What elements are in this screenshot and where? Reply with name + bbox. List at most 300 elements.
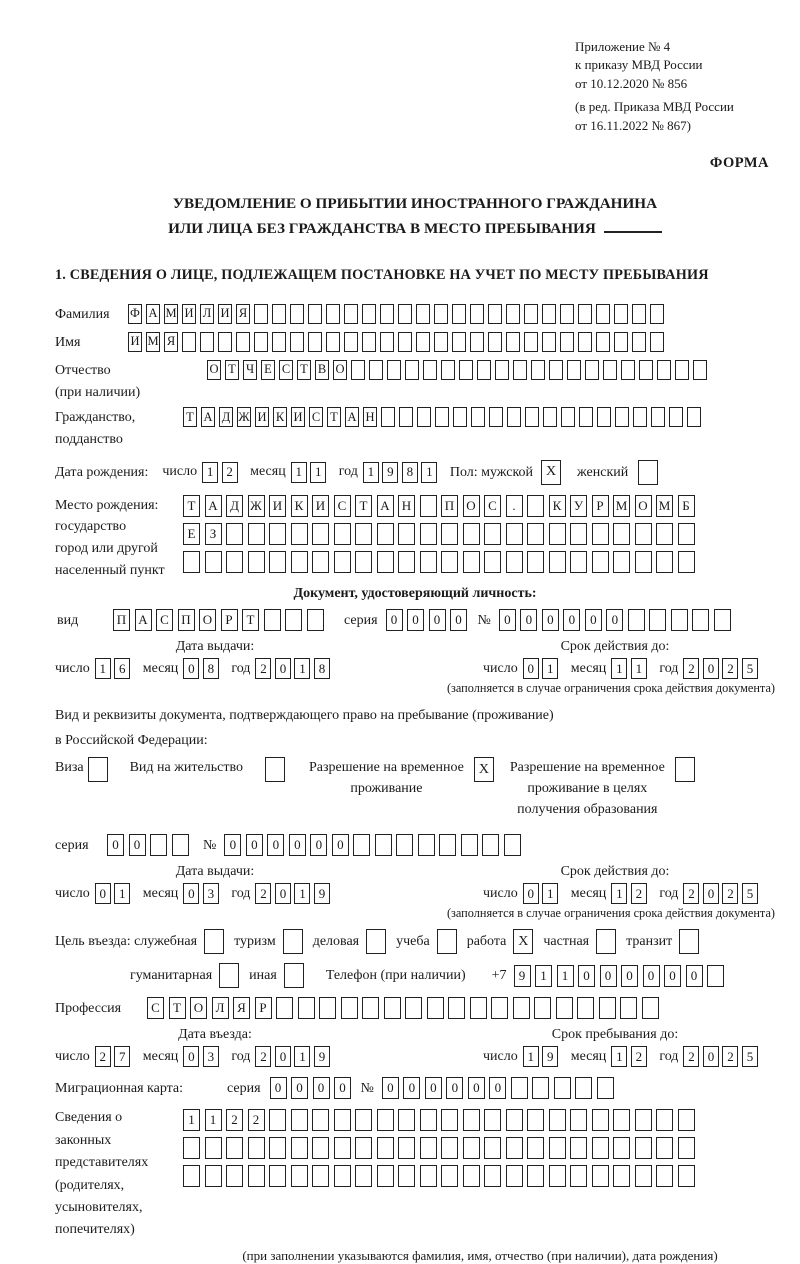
char-cell[interactable] [355, 523, 372, 545]
char-cell[interactable]: У [570, 495, 587, 517]
char-cell[interactable]: Я [233, 997, 250, 1019]
char-cell[interactable] [484, 1165, 501, 1187]
char-cell[interactable] [420, 1165, 437, 1187]
char-cell[interactable] [362, 304, 376, 324]
char-cell[interactable]: М [146, 332, 160, 352]
char-cell[interactable] [633, 407, 647, 427]
char-cell[interactable] [334, 1109, 351, 1131]
char-cell[interactable]: 0 [407, 609, 424, 631]
char-cell[interactable] [439, 834, 456, 856]
char-cell[interactable] [248, 551, 265, 573]
char-cell[interactable] [183, 1137, 200, 1159]
char-cell[interactable] [614, 304, 628, 324]
char-cell[interactable]: Ф [128, 304, 142, 324]
char-cell[interactable]: О [190, 997, 207, 1019]
char-cell[interactable]: 5 [742, 1046, 758, 1067]
purpose-humanitarian-checkbox[interactable] [219, 963, 239, 988]
char-cell[interactable]: 0 [621, 965, 638, 987]
char-cell[interactable]: 0 [129, 834, 146, 856]
char-cell[interactable] [298, 997, 315, 1019]
char-cell[interactable]: Н [398, 495, 415, 517]
char-cell[interactable] [549, 1165, 566, 1187]
char-cell[interactable] [384, 997, 401, 1019]
char-cell[interactable]: 0 [183, 883, 199, 904]
char-cell[interactable]: Ж [237, 407, 251, 427]
char-cell[interactable] [435, 407, 449, 427]
char-cell[interactable]: 0 [468, 1077, 485, 1099]
char-cell[interactable] [334, 551, 351, 573]
char-cell[interactable]: 0 [310, 834, 327, 856]
char-cell[interactable]: Д [226, 495, 243, 517]
char-cell[interactable] [511, 1077, 528, 1099]
char-cell[interactable] [254, 332, 268, 352]
char-cell[interactable] [489, 407, 503, 427]
char-cell[interactable] [427, 997, 444, 1019]
char-cell[interactable]: Р [255, 997, 272, 1019]
char-cell[interactable]: Л [200, 304, 214, 324]
char-cell[interactable]: 0 [275, 1046, 291, 1067]
char-cell[interactable]: 0 [270, 1077, 287, 1099]
char-cell[interactable] [527, 1109, 544, 1131]
char-cell[interactable] [671, 609, 688, 631]
char-cell[interactable] [678, 1109, 695, 1131]
char-cell[interactable]: 9 [514, 965, 531, 987]
char-cell[interactable]: 0 [386, 609, 403, 631]
char-cell[interactable]: 1 [205, 1109, 222, 1131]
char-cell[interactable] [434, 332, 448, 352]
char-cell[interactable]: 0 [291, 1077, 308, 1099]
char-cell[interactable]: Б [678, 495, 695, 517]
char-cell[interactable] [248, 1165, 265, 1187]
char-cell[interactable]: 1 [183, 1109, 200, 1131]
char-cell[interactable] [291, 523, 308, 545]
char-cell[interactable] [441, 523, 458, 545]
char-cell[interactable] [463, 1137, 480, 1159]
char-cell[interactable] [506, 1165, 523, 1187]
char-cell[interactable] [577, 997, 594, 1019]
char-cell[interactable] [635, 1165, 652, 1187]
char-cell[interactable] [592, 1165, 609, 1187]
char-cell[interactable] [459, 360, 473, 380]
char-cell[interactable] [420, 1109, 437, 1131]
char-cell[interactable] [560, 304, 574, 324]
char-cell[interactable] [405, 360, 419, 380]
char-cell[interactable] [341, 997, 358, 1019]
char-cell[interactable] [416, 304, 430, 324]
char-cell[interactable] [531, 360, 545, 380]
char-cell[interactable] [678, 523, 695, 545]
char-cell[interactable]: И [218, 304, 232, 324]
char-cell[interactable]: 6 [114, 658, 130, 679]
char-cell[interactable]: 1 [557, 965, 574, 987]
char-cell[interactable]: 1 [363, 462, 379, 483]
char-cell[interactable]: 3 [203, 883, 219, 904]
char-cell[interactable] [592, 523, 609, 545]
char-cell[interactable]: 0 [703, 658, 719, 679]
char-cell[interactable] [398, 1109, 415, 1131]
char-cell[interactable] [549, 1109, 566, 1131]
char-cell[interactable] [639, 360, 653, 380]
char-cell[interactable] [570, 1109, 587, 1131]
char-cell[interactable]: 1 [95, 658, 111, 679]
char-cell[interactable] [650, 304, 664, 324]
char-cell[interactable]: 0 [425, 1077, 442, 1099]
char-cell[interactable]: 1 [611, 883, 627, 904]
char-cell[interactable]: О [199, 609, 216, 631]
char-cell[interactable] [307, 609, 324, 631]
char-cell[interactable] [506, 1137, 523, 1159]
purpose-tourism-checkbox[interactable] [283, 929, 303, 954]
char-cell[interactable] [334, 523, 351, 545]
char-cell[interactable]: 2 [722, 658, 738, 679]
char-cell[interactable]: 1 [542, 883, 558, 904]
char-cell[interactable]: 0 [382, 1077, 399, 1099]
char-cell[interactable]: 0 [450, 609, 467, 631]
char-cell[interactable] [417, 407, 431, 427]
char-cell[interactable] [620, 997, 637, 1019]
char-cell[interactable] [334, 1165, 351, 1187]
char-cell[interactable]: 1 [294, 883, 310, 904]
char-cell[interactable] [495, 360, 509, 380]
sex-female-checkbox[interactable] [638, 460, 658, 485]
char-cell[interactable] [524, 332, 538, 352]
char-cell[interactable]: Т [183, 407, 197, 427]
char-cell[interactable]: 2 [255, 1046, 271, 1067]
char-cell[interactable] [272, 332, 286, 352]
char-cell[interactable] [399, 407, 413, 427]
char-cell[interactable] [603, 360, 617, 380]
char-cell[interactable]: 2 [683, 658, 699, 679]
purpose-work-checkbox[interactable]: X [513, 929, 533, 954]
char-cell[interactable]: 0 [446, 1077, 463, 1099]
char-cell[interactable] [218, 332, 232, 352]
char-cell[interactable]: 0 [429, 609, 446, 631]
char-cell[interactable] [513, 997, 530, 1019]
char-cell[interactable] [380, 332, 394, 352]
char-cell[interactable]: Р [221, 609, 238, 631]
char-cell[interactable] [471, 407, 485, 427]
char-cell[interactable]: 0 [267, 834, 284, 856]
char-cell[interactable]: 1 [294, 658, 310, 679]
char-cell[interactable]: 0 [563, 609, 580, 631]
char-cell[interactable] [334, 1137, 351, 1159]
char-cell[interactable] [398, 551, 415, 573]
char-cell[interactable] [355, 551, 372, 573]
char-cell[interactable] [542, 304, 556, 324]
char-cell[interactable] [554, 1077, 571, 1099]
char-cell[interactable] [375, 834, 392, 856]
char-cell[interactable] [448, 997, 465, 1019]
char-cell[interactable] [205, 1165, 222, 1187]
char-cell[interactable] [542, 332, 556, 352]
char-cell[interactable]: 0 [703, 883, 719, 904]
char-cell[interactable] [597, 1077, 614, 1099]
char-cell[interactable] [614, 332, 628, 352]
char-cell[interactable] [477, 360, 491, 380]
char-cell[interactable]: 0 [600, 965, 617, 987]
char-cell[interactable] [651, 407, 665, 427]
char-cell[interactable]: 1 [535, 965, 552, 987]
char-cell[interactable] [269, 1137, 286, 1159]
char-cell[interactable]: Т [183, 495, 200, 517]
char-cell[interactable] [513, 360, 527, 380]
char-cell[interactable] [613, 523, 630, 545]
char-cell[interactable]: 1 [421, 462, 437, 483]
char-cell[interactable] [693, 360, 707, 380]
char-cell[interactable] [506, 523, 523, 545]
char-cell[interactable]: 2 [226, 1109, 243, 1131]
char-cell[interactable]: 0 [332, 834, 349, 856]
char-cell[interactable]: 8 [314, 658, 330, 679]
char-cell[interactable] [628, 609, 645, 631]
char-cell[interactable] [642, 997, 659, 1019]
char-cell[interactable] [579, 407, 593, 427]
purpose-private-checkbox[interactable] [596, 929, 616, 954]
char-cell[interactable]: 0 [520, 609, 537, 631]
char-cell[interactable] [567, 360, 581, 380]
char-cell[interactable] [578, 332, 592, 352]
char-cell[interactable] [561, 407, 575, 427]
char-cell[interactable] [226, 1165, 243, 1187]
char-cell[interactable] [276, 997, 293, 1019]
char-cell[interactable] [549, 523, 566, 545]
char-cell[interactable] [549, 1137, 566, 1159]
char-cell[interactable]: 0 [313, 1077, 330, 1099]
char-cell[interactable]: 1 [631, 658, 647, 679]
char-cell[interactable] [491, 997, 508, 1019]
char-cell[interactable] [649, 609, 666, 631]
char-cell[interactable]: З [205, 523, 222, 545]
char-cell[interactable] [396, 834, 413, 856]
char-cell[interactable]: Я [164, 332, 178, 352]
char-cell[interactable]: 1 [294, 1046, 310, 1067]
char-cell[interactable] [150, 834, 167, 856]
char-cell[interactable] [441, 1109, 458, 1131]
char-cell[interactable]: 0 [499, 609, 516, 631]
char-cell[interactable] [441, 1137, 458, 1159]
char-cell[interactable] [172, 834, 189, 856]
char-cell[interactable]: К [291, 495, 308, 517]
char-cell[interactable]: С [147, 997, 164, 1019]
char-cell[interactable] [507, 407, 521, 427]
char-cell[interactable]: 0 [585, 609, 602, 631]
char-cell[interactable] [463, 1165, 480, 1187]
char-cell[interactable] [362, 997, 379, 1019]
char-cell[interactable] [362, 332, 376, 352]
char-cell[interactable] [269, 523, 286, 545]
char-cell[interactable] [434, 304, 448, 324]
purpose-official-checkbox[interactable] [204, 929, 224, 954]
char-cell[interactable]: 0 [606, 609, 623, 631]
char-cell[interactable] [534, 997, 551, 1019]
char-cell[interactable] [355, 1137, 372, 1159]
char-cell[interactable] [635, 523, 652, 545]
char-cell[interactable]: 2 [631, 1046, 647, 1067]
char-cell[interactable]: 0 [643, 965, 660, 987]
char-cell[interactable] [398, 304, 412, 324]
char-cell[interactable] [549, 360, 563, 380]
char-cell[interactable]: 0 [686, 965, 703, 987]
char-cell[interactable]: А [201, 407, 215, 427]
char-cell[interactable]: 1 [114, 883, 130, 904]
char-cell[interactable]: Т [225, 360, 239, 380]
char-cell[interactable] [441, 551, 458, 573]
char-cell[interactable]: О [333, 360, 347, 380]
char-cell[interactable]: 1 [523, 1046, 539, 1067]
char-cell[interactable] [656, 523, 673, 545]
char-cell[interactable]: 0 [275, 658, 291, 679]
char-cell[interactable]: Т [169, 997, 186, 1019]
char-cell[interactable] [578, 304, 592, 324]
char-cell[interactable] [226, 1137, 243, 1159]
char-cell[interactable]: 2 [255, 658, 271, 679]
char-cell[interactable]: 1 [611, 1046, 627, 1067]
char-cell[interactable]: 2 [95, 1046, 111, 1067]
char-cell[interactable] [597, 407, 611, 427]
char-cell[interactable] [351, 360, 365, 380]
char-cell[interactable] [470, 332, 484, 352]
char-cell[interactable]: 0 [183, 1046, 199, 1067]
char-cell[interactable]: С [309, 407, 323, 427]
char-cell[interactable]: 0 [403, 1077, 420, 1099]
char-cell[interactable] [355, 1109, 372, 1131]
char-cell[interactable] [291, 551, 308, 573]
char-cell[interactable] [418, 834, 435, 856]
char-cell[interactable]: П [178, 609, 195, 631]
char-cell[interactable] [377, 1165, 394, 1187]
char-cell[interactable] [524, 304, 538, 324]
purpose-study-checkbox[interactable] [437, 929, 457, 954]
char-cell[interactable] [560, 332, 574, 352]
char-cell[interactable]: И [291, 407, 305, 427]
char-cell[interactable]: Т [355, 495, 372, 517]
char-cell[interactable]: П [441, 495, 458, 517]
char-cell[interactable] [470, 997, 487, 1019]
char-cell[interactable] [585, 360, 599, 380]
char-cell[interactable] [326, 332, 340, 352]
char-cell[interactable]: 1 [202, 462, 218, 483]
char-cell[interactable] [423, 360, 437, 380]
char-cell[interactable] [570, 523, 587, 545]
char-cell[interactable] [506, 551, 523, 573]
char-cell[interactable]: С [156, 609, 173, 631]
char-cell[interactable] [290, 304, 304, 324]
char-cell[interactable] [308, 332, 322, 352]
char-cell[interactable] [290, 332, 304, 352]
char-cell[interactable] [532, 1077, 549, 1099]
purpose-business-checkbox[interactable] [366, 929, 386, 954]
char-cell[interactable]: Е [261, 360, 275, 380]
char-cell[interactable] [687, 407, 701, 427]
char-cell[interactable]: А [205, 495, 222, 517]
char-cell[interactable] [205, 551, 222, 573]
char-cell[interactable]: О [635, 495, 652, 517]
char-cell[interactable] [463, 1109, 480, 1131]
char-cell[interactable]: 2 [722, 883, 738, 904]
char-cell[interactable]: 0 [246, 834, 263, 856]
char-cell[interactable] [398, 1165, 415, 1187]
char-cell[interactable] [570, 1165, 587, 1187]
char-cell[interactable] [506, 304, 520, 324]
char-cell[interactable]: 0 [542, 609, 559, 631]
char-cell[interactable] [226, 523, 243, 545]
char-cell[interactable] [254, 304, 268, 324]
char-cell[interactable]: 2 [683, 883, 699, 904]
char-cell[interactable]: 3 [203, 1046, 219, 1067]
char-cell[interactable] [441, 1165, 458, 1187]
char-cell[interactable]: А [377, 495, 394, 517]
char-cell[interactable]: К [273, 407, 287, 427]
char-cell[interactable]: 0 [523, 883, 539, 904]
char-cell[interactable] [319, 997, 336, 1019]
char-cell[interactable] [377, 523, 394, 545]
char-cell[interactable]: 0 [664, 965, 681, 987]
char-cell[interactable]: О [207, 360, 221, 380]
char-cell[interactable] [506, 332, 520, 352]
char-cell[interactable] [635, 1137, 652, 1159]
char-cell[interactable] [452, 304, 466, 324]
char-cell[interactable]: Ж [248, 495, 265, 517]
char-cell[interactable]: 9 [542, 1046, 558, 1067]
char-cell[interactable]: 9 [382, 462, 398, 483]
char-cell[interactable] [613, 551, 630, 573]
char-cell[interactable] [656, 1109, 673, 1131]
char-cell[interactable] [420, 1137, 437, 1159]
char-cell[interactable] [575, 1077, 592, 1099]
char-cell[interactable]: 9 [314, 883, 330, 904]
char-cell[interactable]: 2 [631, 883, 647, 904]
char-cell[interactable]: 2 [248, 1109, 265, 1131]
char-cell[interactable]: К [549, 495, 566, 517]
char-cell[interactable] [504, 834, 521, 856]
char-cell[interactable]: 0 [275, 883, 291, 904]
char-cell[interactable]: С [334, 495, 351, 517]
char-cell[interactable]: М [656, 495, 673, 517]
char-cell[interactable] [669, 407, 683, 427]
char-cell[interactable] [570, 1137, 587, 1159]
char-cell[interactable] [312, 1109, 329, 1131]
char-cell[interactable]: А [345, 407, 359, 427]
char-cell[interactable] [527, 523, 544, 545]
char-cell[interactable] [463, 523, 480, 545]
char-cell[interactable] [377, 1137, 394, 1159]
char-cell[interactable]: 1 [611, 658, 627, 679]
char-cell[interactable] [453, 407, 467, 427]
char-cell[interactable]: И [182, 304, 196, 324]
char-cell[interactable] [599, 997, 616, 1019]
char-cell[interactable]: Л [212, 997, 229, 1019]
char-cell[interactable]: 0 [183, 658, 199, 679]
char-cell[interactable] [488, 304, 502, 324]
char-cell[interactable]: 7 [114, 1046, 130, 1067]
char-cell[interactable]: Т [297, 360, 311, 380]
char-cell[interactable]: 5 [742, 658, 758, 679]
char-cell[interactable] [632, 304, 646, 324]
visa-checkbox[interactable] [88, 757, 108, 782]
char-cell[interactable] [613, 1109, 630, 1131]
char-cell[interactable] [596, 332, 610, 352]
char-cell[interactable] [556, 997, 573, 1019]
char-cell[interactable] [312, 1165, 329, 1187]
char-cell[interactable]: О [463, 495, 480, 517]
char-cell[interactable]: 5 [742, 883, 758, 904]
char-cell[interactable] [269, 1165, 286, 1187]
char-cell[interactable] [420, 495, 437, 517]
char-cell[interactable] [236, 332, 250, 352]
char-cell[interactable]: 0 [523, 658, 539, 679]
char-cell[interactable]: Т [242, 609, 259, 631]
char-cell[interactable] [656, 551, 673, 573]
